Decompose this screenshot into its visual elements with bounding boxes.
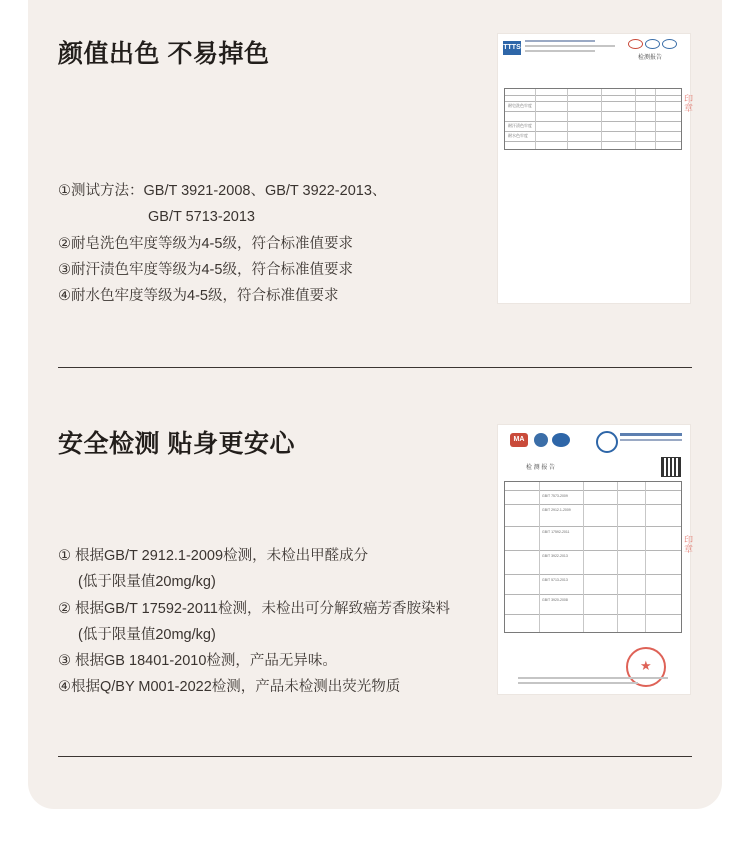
report-title: 检 测 报 告 (526, 465, 556, 471)
safety-section (28, 370, 722, 770)
section-divider (58, 367, 692, 368)
row-label: 耐汗渍色牢度 (508, 123, 532, 128)
list-item: ③ 根据GB 18401-2010检测，产品无异味。 (58, 653, 337, 670)
list-item: ③耐汗渍色牢度等级为4-5级，符合标准值要求 (58, 261, 353, 278)
ma-logo: MA (510, 433, 528, 447)
result-table (504, 481, 682, 633)
page-edge-stamp: 印章 (683, 94, 693, 112)
report-title: 检测报告 (638, 55, 663, 61)
official-seal: ★ (626, 647, 666, 687)
list-item: ② 根据GB/T 17592-2011检测，未检出可分解致癌芳香胺染料 (58, 600, 450, 617)
list-item: (低于限量值20mg/kg) (78, 626, 216, 643)
header-text (525, 40, 595, 42)
colorfastness-section (28, 0, 722, 370)
method-text: GB/T 5713-2013 (542, 578, 568, 582)
cert-marks-icon (628, 39, 678, 49)
method-text: GB/T 3920-2008 (542, 598, 568, 602)
list-item: ①测试方法：GB/T 3921-2008、GB/T 3922-2013、 (58, 183, 387, 199)
list-item: ②耐皂洗色牢度等级为4-5级，符合标准值要求 (58, 235, 353, 252)
row-label: 耐水色牢度 (508, 133, 528, 138)
row-label: 耐皂洗色牢度 (508, 103, 532, 108)
result-table (504, 88, 682, 150)
list-item: ④根据Q/BY M001-2022检测，产品未检测出荧光物质 (58, 679, 401, 696)
method-text: GB/T 7573-2009 (542, 494, 568, 498)
list-item: (低于限量值20mg/kg) (78, 574, 216, 591)
section-divider (58, 756, 692, 757)
list-item: GB/T 5713-2013 (148, 209, 255, 226)
method-text: GB/T 3922-2013 (542, 554, 568, 558)
method-text: GB/T 2912.1-2009 (542, 508, 571, 512)
section-title: 颜值出色 不易掉色 (58, 40, 270, 68)
test-report-image (498, 425, 693, 694)
ttts-logo: TTTS (503, 41, 521, 55)
page-edge-stamp: 印章 (683, 535, 693, 553)
test-list (58, 543, 450, 701)
test-report-image (498, 34, 693, 303)
content-card (28, 0, 722, 809)
list-item: ① 根据GB/T 2912.1-2009检测，未检出甲醛成分 (58, 548, 369, 564)
section-title: 安全检测 贴身更安心 (58, 430, 295, 458)
list-item: ④耐水色牢度等级为4-5级，符合标准值要求 (58, 288, 339, 305)
lab-logo (596, 431, 618, 453)
method-text: GB/T 17592-2011 (542, 530, 570, 534)
qr-code-icon (662, 458, 680, 476)
test-list (58, 178, 386, 309)
accreditation-logos (534, 433, 574, 447)
